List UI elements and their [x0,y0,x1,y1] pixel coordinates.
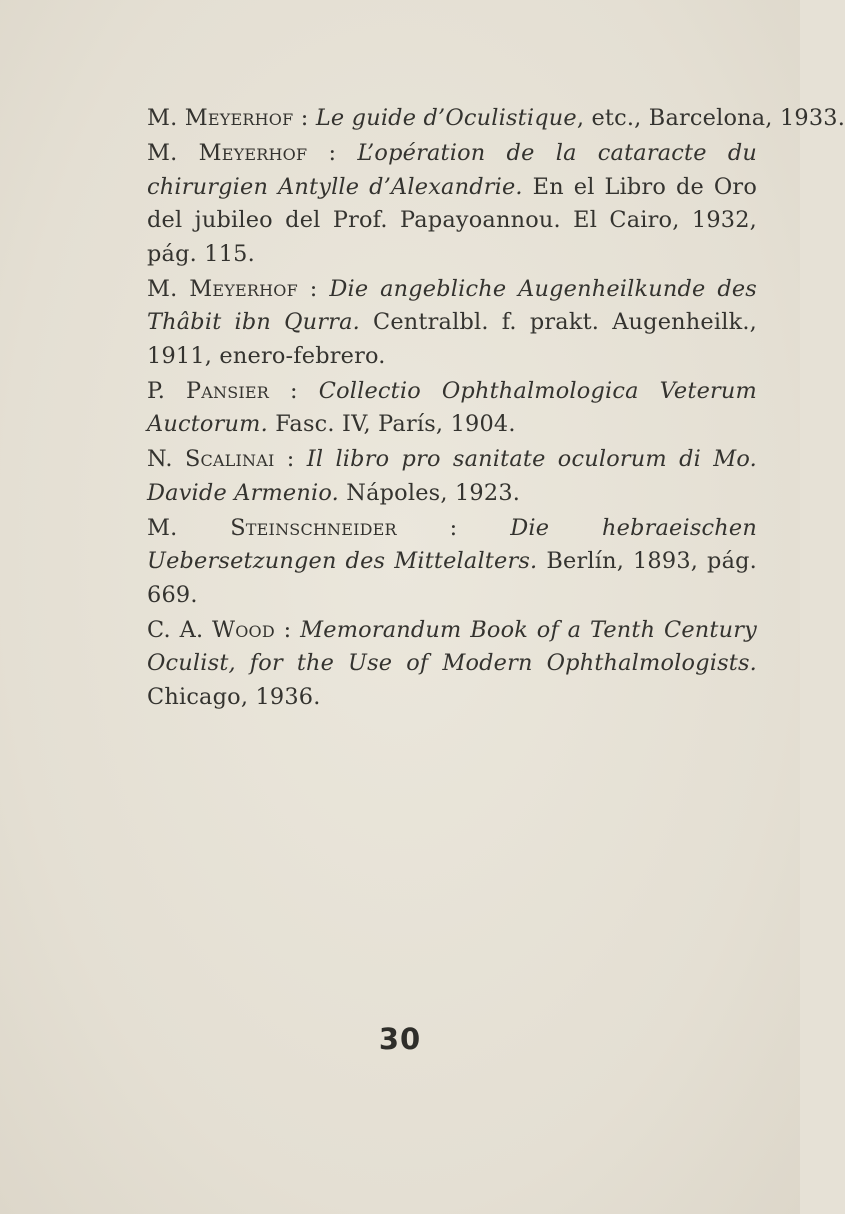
entry-separator: : [274,446,307,472]
entry-separator: : [274,616,301,643]
bibliography-list [147,102,845,716]
bibliography-entry [147,512,757,613]
entry-author: M. Meyerhof [147,275,298,302]
bibliography-entry [147,375,757,442]
entry-details: En el Libro de Oro del jubileo del Prof. Papayoannou. El Cairo, 1932, pág. 115. [147,173,758,267]
entry-details: , etc., Barcelona, 1933. [576,105,845,131]
entry-title: Il libro pro sanitate oculorum di Mo. Davide Armenio. [147,446,757,506]
entry-title: Le guide d’Oculistique [315,105,577,131]
entry-details: Nápoles, 1923. [338,479,521,506]
entry-separator: : [269,377,319,404]
entry-author: P. Pansier [147,377,270,404]
entry-details: Berlín, 1893, pág. 669. [147,548,757,608]
entry-details: Chicago, 1936. [147,683,321,710]
entry-author: M. Steinschneider [147,514,397,541]
entry-title: L’opération de la cataracte du chirurgien Antylle d’Alexandrie. [147,140,757,200]
entry-separator: : [293,105,316,131]
entry-author: M. Meyerhof [147,140,308,166]
bibliography-entry [147,102,845,136]
entry-separator: : [297,275,330,302]
entry-details: Centralbl. f. prakt. Augenheilk., 1911, enero-febrero. [147,309,757,369]
entry-title: Memorandum Book of a Tenth Century Oculist, for the Use of Modern Ophthalmologists. [147,616,757,676]
entry-title: Die hebraeischen Uebersetzungen des Mittelalters. [147,514,757,574]
entry-author: C. A. Wood [147,616,275,643]
bibliography-entry [147,443,757,510]
entry-separator: : [307,140,358,166]
bibliography-entry [147,614,757,715]
bibliography-entry [147,137,757,271]
entry-title: Collectio Ophthalmologica Veterum Auctorum. [147,377,757,437]
bibliography-entry [147,273,757,374]
page-number: 30 [378,1022,422,1056]
entry-details: Fasc. IV, París, 1904. [267,411,516,437]
entry-author: N. Scalinai [147,446,275,472]
entry-title: Die angebliche Augenheilkunde des Thâbit ibn Qurra. [147,275,757,335]
entry-separator: : [396,514,511,541]
entry-author: M. Meyerhof [147,105,294,131]
